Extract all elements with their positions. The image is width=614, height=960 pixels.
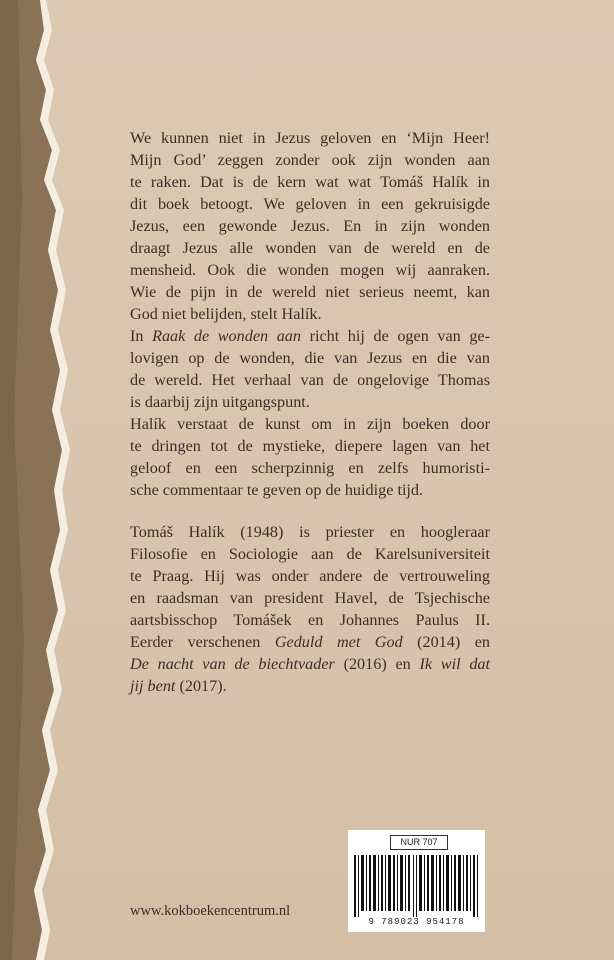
text-fragment: (2014) en	[417, 633, 490, 651]
text-line: de wereld. Het verhaal van de ongelovige Thomas	[130, 371, 490, 389]
text-line	[130, 653, 490, 675]
author-bio	[130, 521, 490, 697]
text-line	[130, 325, 490, 347]
text-line: te dringen tot de mystieke, diepere lagen van het	[130, 437, 490, 455]
text-fragment: Eerder verschenen	[130, 633, 261, 651]
isbn-number: 9 789023 954178	[368, 917, 465, 927]
text-line	[130, 631, 490, 653]
text-line: draagt Jezus alle wonden van de wereld en de	[130, 239, 490, 257]
text-line	[130, 675, 490, 697]
blurb-text	[130, 127, 490, 697]
publisher-website: www.kokboekencentrum.nl	[130, 903, 291, 919]
text-fragment: richt hij de ogen van ge-	[309, 327, 490, 345]
text-line: te raken. Dat is de kern wat wat Tomáš Halík in	[130, 173, 490, 191]
text-line: Jezus, een gewonde Jezus. En in zijn wonden	[130, 217, 490, 235]
text-line: Wie de pijn in de wereld niet serieus neemt, kan	[130, 283, 490, 301]
text-line: te Praag. Hij was onder andere de vertrouweling	[130, 567, 490, 585]
text-line: lovigen op de wonden, die van Jezus en die van	[130, 349, 490, 367]
text-fragment: In	[130, 327, 144, 345]
text-line: geloof en een scherpzinnig en zelfs humoristi-	[130, 459, 490, 477]
text-fragment: (2016) en	[343, 655, 411, 673]
text-line: We kunnen niet in Jezus geloven en ‘Mijn Heer!	[130, 129, 490, 147]
text-line: aartsbisschop Tomášek en Johannes Paulus II.	[130, 611, 490, 629]
text-fragment: (2017).	[179, 677, 227, 695]
text-line: Filosofie en Sociologie aan de Karelsuniversiteit	[130, 545, 490, 563]
text-line: Halík verstaat de kunst om in zijn boeken door	[130, 415, 490, 433]
torn-paper-edge	[0, 0, 70, 960]
nur-code: NUR 707	[390, 835, 448, 850]
book-title: De nacht van de biechtvader	[130, 655, 335, 673]
blurb-paragraph-3	[130, 413, 490, 501]
text-line: sche commentaar te geven op de huidige tijd.	[130, 481, 424, 499]
text-line: Mijn God’ zeggen zonder ook zijn wonden aan	[130, 151, 490, 169]
text-line: Tomáš Halík (1948) is priester en hoogleraar	[130, 523, 490, 541]
book-title: Ik wil dat	[419, 655, 491, 673]
barcode-bars	[354, 855, 480, 917]
text-line: mensheid. Ook die wonden mogen wij aanraken.	[130, 261, 490, 279]
text-line: dit boek betoogt. We geloven in een gekruisigde	[130, 195, 490, 213]
book-title: Geduld met God	[274, 633, 403, 651]
text-line: en raadsman van president Havel, de Tsjechische	[130, 589, 490, 607]
blurb-paragraph-2	[130, 325, 490, 413]
text-line: God niet belijden, stelt Halík.	[130, 305, 322, 323]
blurb-paragraph-1	[130, 127, 490, 325]
text-line: is daarbij zijn uitgangspunt.	[130, 393, 310, 411]
book-title: jij bent	[130, 677, 176, 695]
book-title: Raak de wonden aan	[152, 327, 301, 345]
